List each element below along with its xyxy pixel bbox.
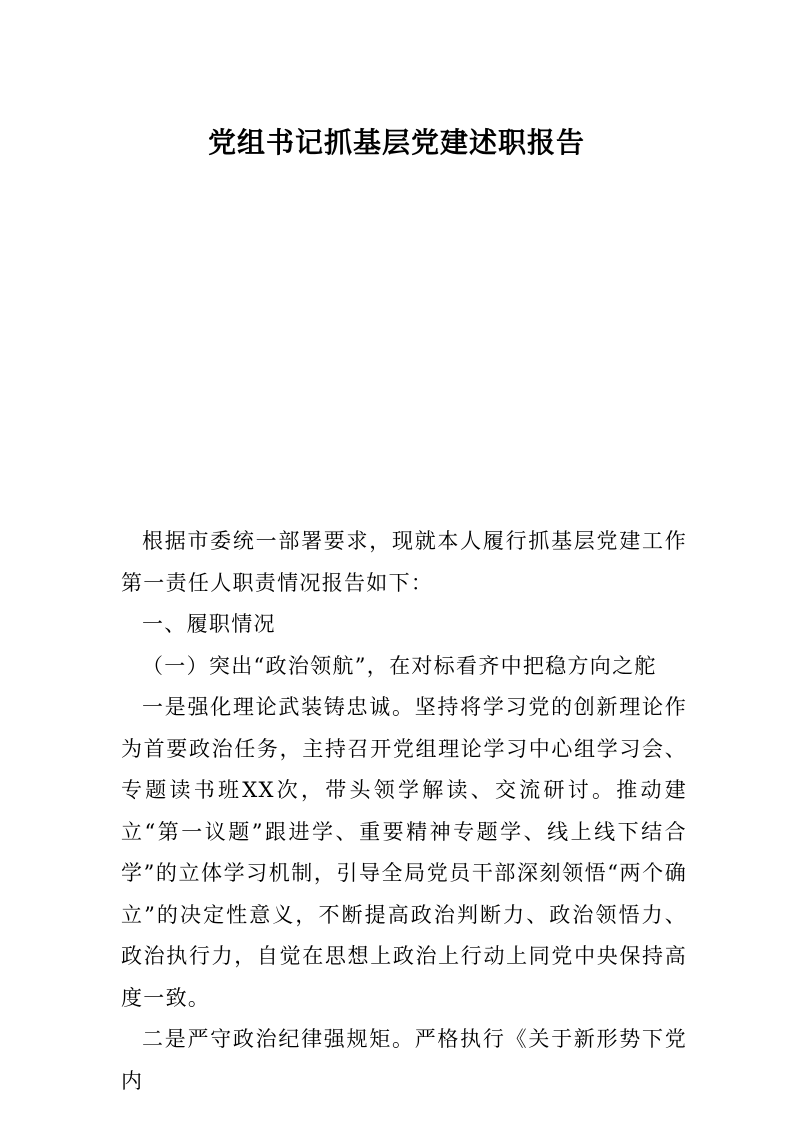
body-paragraph-1: 一是强化理论武装铸忠诚。坚持将学习党的创新理论作为首要政治任务，主持召开党组理论学习中心组学习会、专题读书班XX次，带头领学解读、交流研讨。推动建立“第一议题”跟进学、重要精神专题学、线上线下结合学”的立体学习机制，引导全局党员干部深刻领悟“两个确立”的决定性意义，不断提高政治判断力、政治领悟力、政治执行力，自觉在思想上政治上行动上同党中央保持高度一致。 [121, 695, 687, 1010]
document-title: 党组书记抓基层党建述职报告 [207, 126, 585, 159]
section-heading-1: 一、履职情况 [142, 612, 276, 636]
body-paragraph-2: 二是严守政治纪律强规矩。严格执行《关于新形势下党内 [121, 1027, 687, 1093]
document-body [121, 521, 687, 1102]
subsection-heading-1: （一）突出“政治领航”，在对标看齐中把稳方向之舵 [142, 653, 657, 678]
intro-paragraph: 根据市委统一部署要求，现就本人履行抓基层党建工作第一责任人职责情况报告如下： [121, 529, 687, 595]
